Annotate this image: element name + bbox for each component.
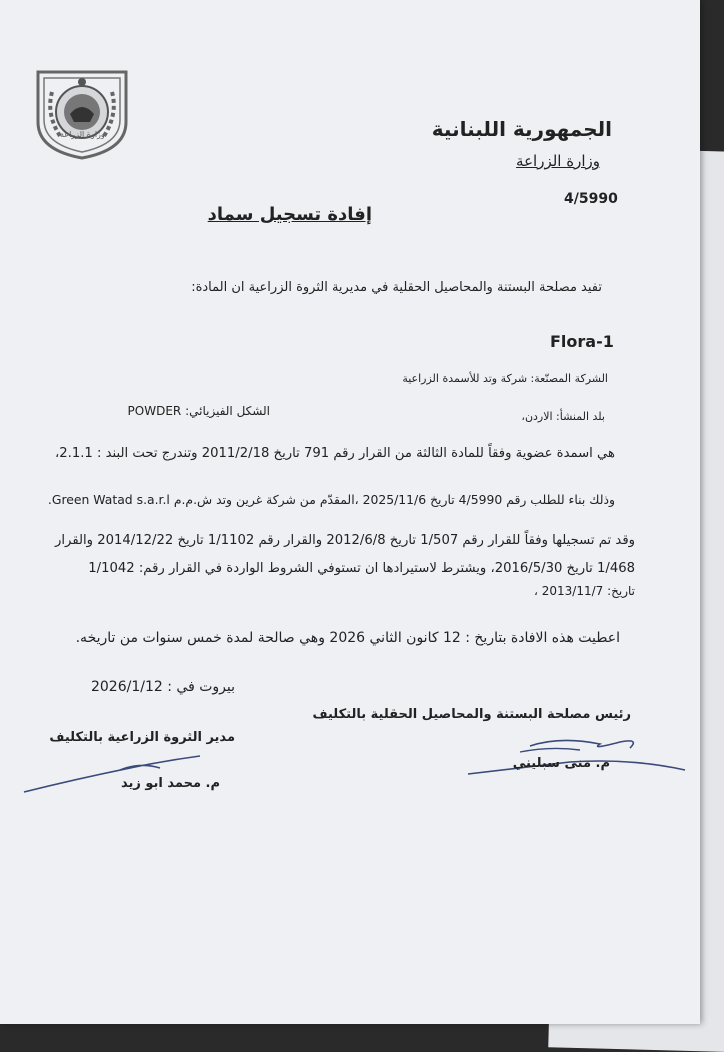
paragraph-registration-line2: 1/468 تاريخ 2016/5/30، ويشترط لاستيرادها ان تستوفي الشروط الواردة في القرار رقم: 1/1042 xyxy=(88,561,635,576)
left-signatory-title: مدير الثروة الزراعية بالتكليف xyxy=(49,730,235,745)
left-signatory-name: م. محمد ابو زيد xyxy=(120,776,220,791)
reference-number: 4/5990 xyxy=(564,191,618,207)
paragraph-registration-line3: تاريخ: 2013/11/7 ، xyxy=(534,584,635,598)
right-signatory-name: م. منى سبليني xyxy=(512,756,610,771)
validity-statement: اعطيت هذه الافادة بتاريخ : 12 كانون الثاني 2026 وهي صالحة لمدة خمس سنوات من تاريخه. xyxy=(75,630,620,646)
place-and-date: بيروت في : 2026/1/12 xyxy=(90,679,235,695)
intro-text: تفيد مصلحة البستنة والمحاصيل الحقلية في مديرية الثروة الزراعية ان المادة: xyxy=(191,280,602,295)
logo-caption: وزارة الزراعة xyxy=(60,130,105,139)
paragraph-classification: هي اسمدة عضوية وفقاً للمادة الثالثة من القرار رقم 791 تاريخ 2011/2/18 وتندرج تحت البند : 2.1.1، xyxy=(54,446,615,461)
origin-text: بلد المنشأ: الاردن، xyxy=(521,410,605,423)
manufacturer-text: الشركة المصنّعة: شركة وتد للأسمدة الزراعية xyxy=(402,372,608,385)
product-name: Flora-1 xyxy=(550,332,614,351)
right-signatory-title: رئيس مصلحة البستنة والمحاصيل الحقلية بالتكليف xyxy=(312,707,631,722)
paragraph-registration-line1: وقد تم تسجيلها وفقاً للقرار رقم 1/507 تاريخ 2012/6/8 والقرار رقم 1/1102 تاريخ 2014/12/22 والقرار xyxy=(55,533,635,548)
ministry-seal-logo xyxy=(30,62,134,160)
paragraph-request: وذلك بناء للطلب رقم 4/5990 تاريخ 2025/11/6 ،المقدّم من شركة غرين وتد ش.م.م Green Watad s.a.r.l. xyxy=(47,492,615,507)
physical-form-text: الشكل الفيزيائي: POWDER xyxy=(127,404,270,418)
document-title: إفادة تسجيل سماد xyxy=(207,204,372,225)
country-name: الجمهورية اللبنانية xyxy=(431,117,612,141)
ministry-name: وزارة الزراعة xyxy=(516,152,600,170)
